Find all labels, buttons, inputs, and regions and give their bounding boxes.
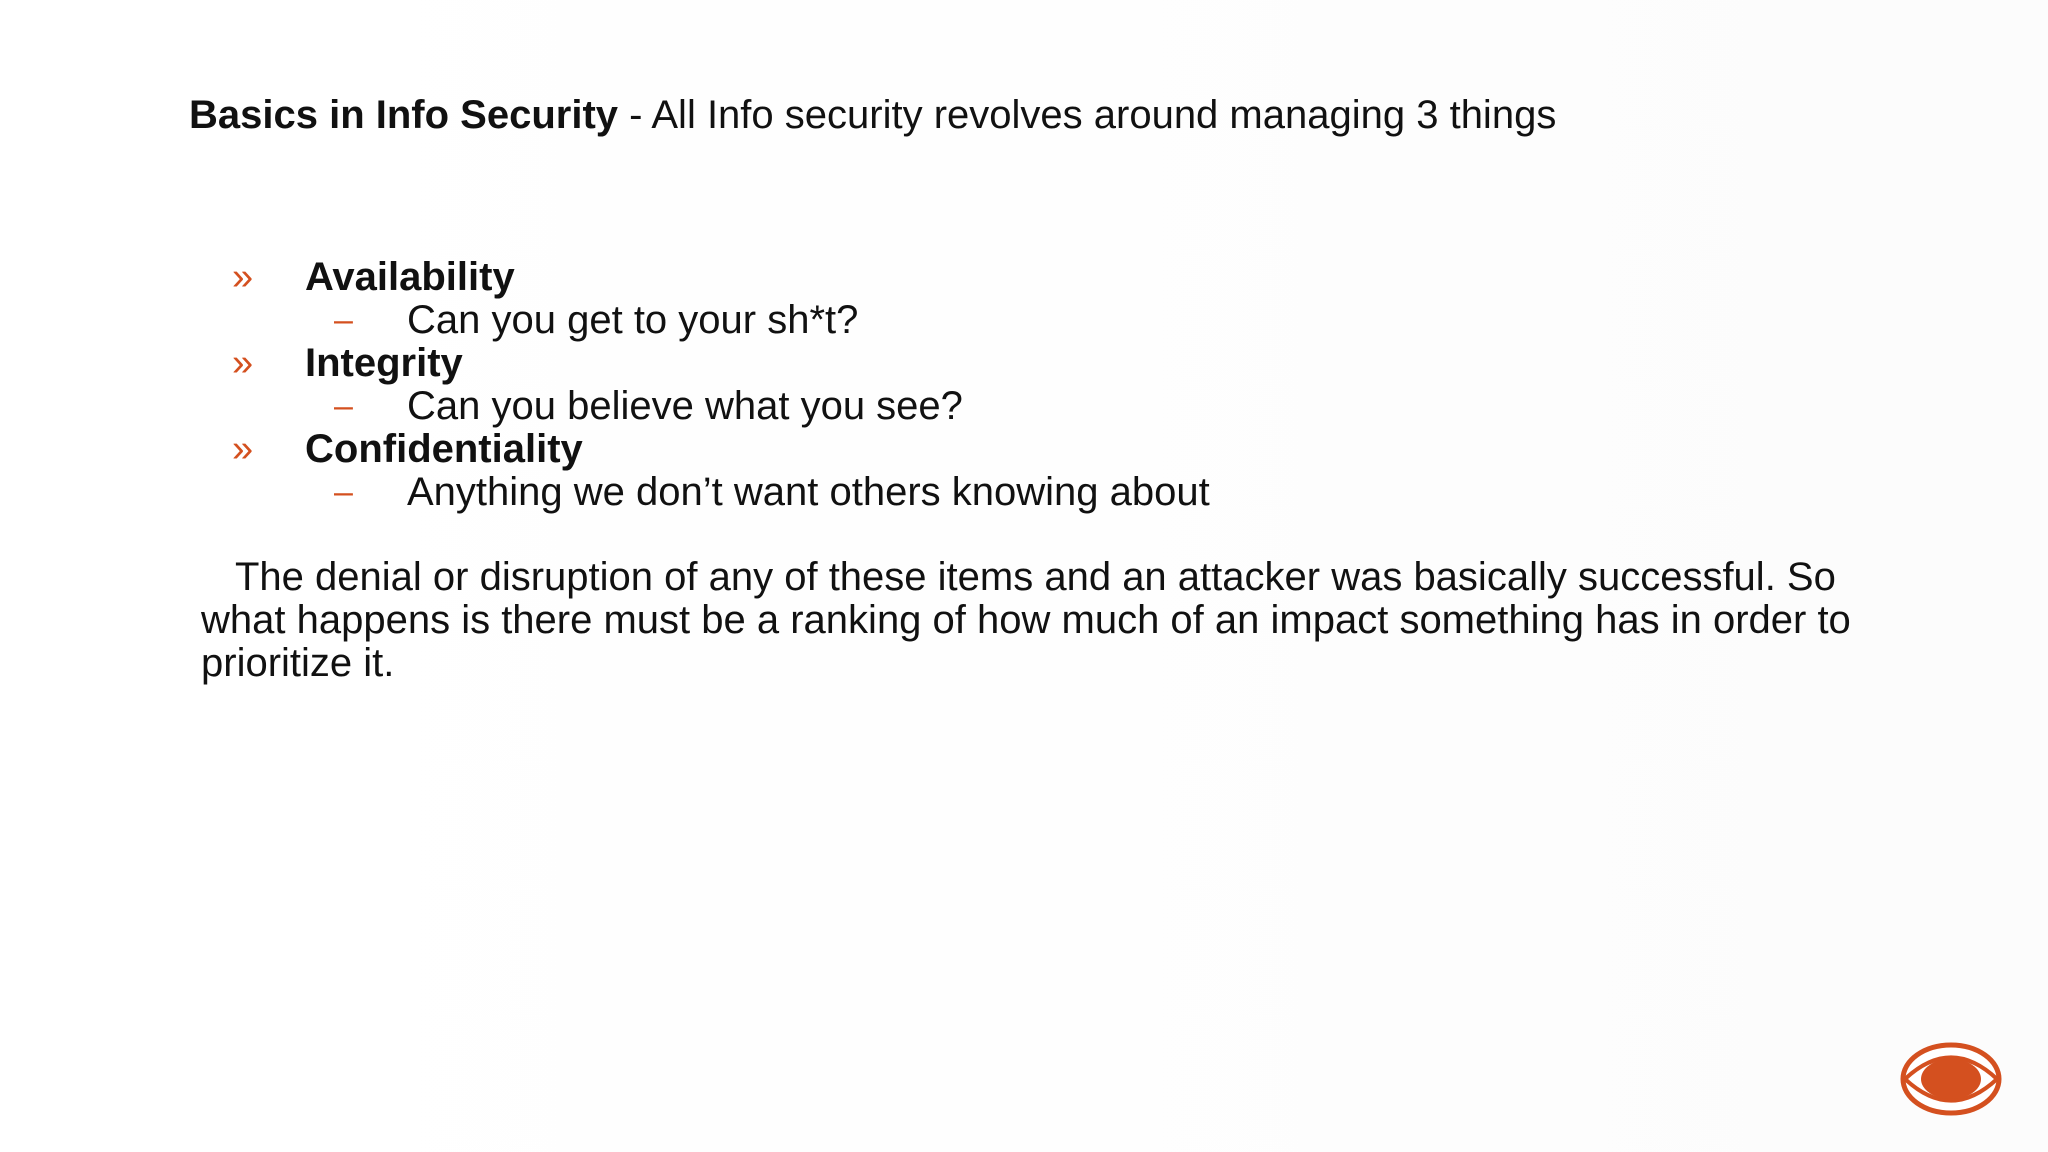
heading-rest-part: - All Info security revolves around managing 3 things xyxy=(618,93,1557,137)
bullet-marker: » xyxy=(232,342,254,384)
body-paragraph: The denial or disruption of any of these items and an attacker was basically successful. So what happens is there must be a ranking of how much of an impact something has in order to prioritize it. xyxy=(201,555,1851,685)
sub-bullet-availability xyxy=(232,299,1210,342)
slide-heading xyxy=(189,90,1556,140)
bullet-marker: » xyxy=(232,428,254,470)
sub-bullet-text: Can you get to your sh*t? xyxy=(407,298,859,342)
bullet-integrity xyxy=(232,342,1210,385)
bullet-marker: » xyxy=(232,256,254,298)
bullet-label: Availability xyxy=(305,255,515,299)
sub-bullet-integrity xyxy=(232,385,1210,428)
sub-bullet-text: Anything we don’t want others knowing about xyxy=(407,470,1210,514)
bullet-confidentiality xyxy=(232,428,1210,471)
bullet-availability xyxy=(232,256,1210,299)
eye-logo-icon xyxy=(1899,1042,2003,1116)
bullet-label: Confidentiality xyxy=(305,427,583,471)
sub-bullet-marker: – xyxy=(334,301,353,339)
bullet-label: Integrity xyxy=(305,341,463,385)
sub-bullet-marker: – xyxy=(334,473,353,511)
heading-bold-part: Basics in Info Security xyxy=(189,93,619,137)
sub-bullet-text: Can you believe what you see? xyxy=(407,384,963,428)
sub-bullet-confidentiality xyxy=(232,471,1210,514)
sub-bullet-marker: – xyxy=(334,387,353,425)
bullet-list xyxy=(232,256,1210,514)
